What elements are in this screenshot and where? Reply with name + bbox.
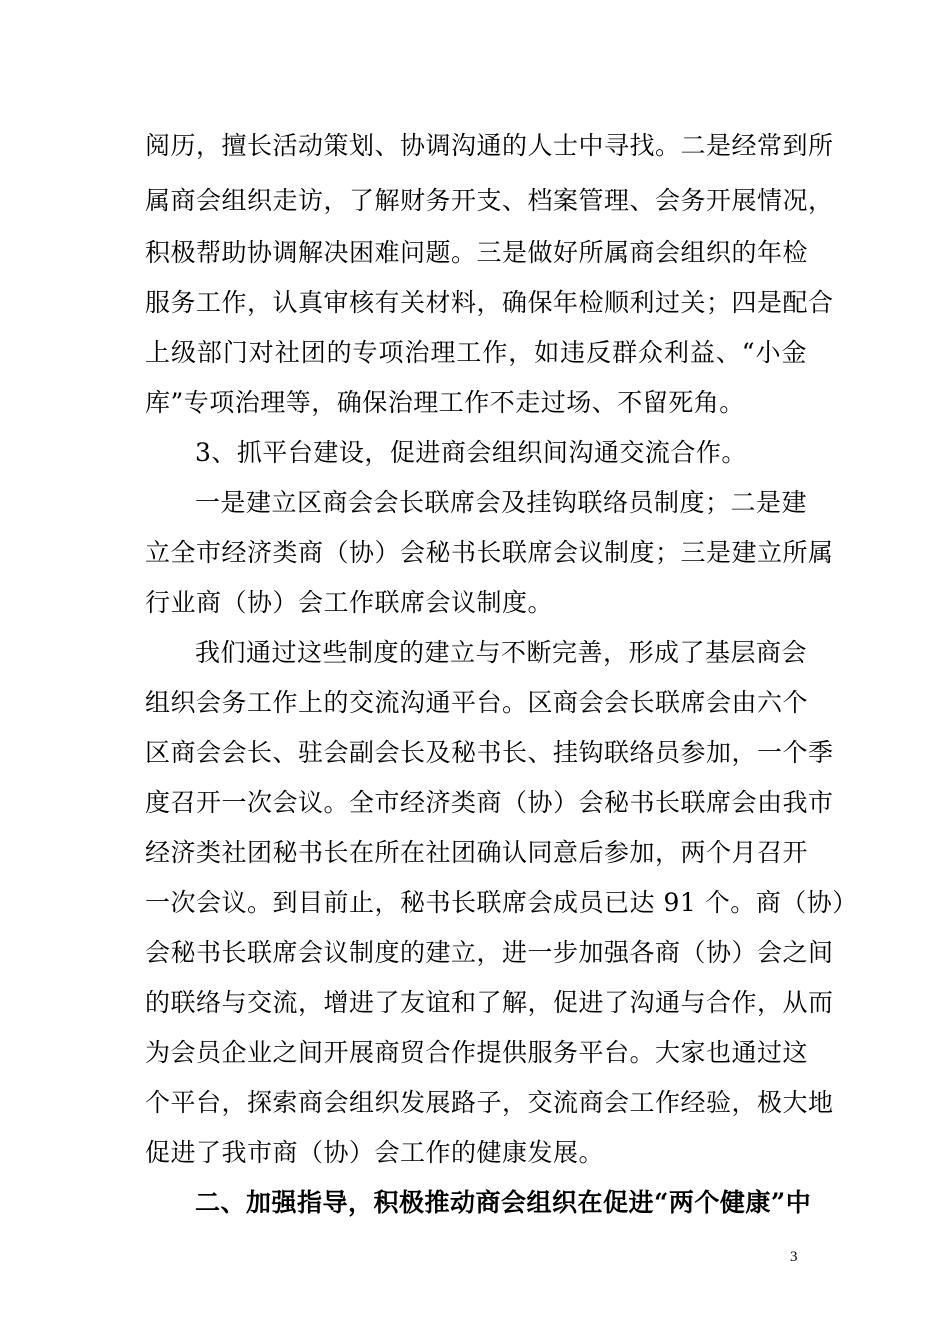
text-line: 库”专项治理等，确保治理工作不走过场、不留死角。	[145, 388, 745, 417]
text-line: 我们通过这些制度的建立与不断完善，形成了基层商会	[195, 638, 808, 667]
text-line: 经济类社团秘书长在所在社团确认同意后参加，两个月召开	[145, 838, 809, 867]
text-line: 度召开一次会议。全市经济类商（协）会秘书长联席会由我市	[145, 788, 834, 817]
text-line: 促进了我市商（协）会工作的健康发展。	[145, 1138, 605, 1167]
text-line: 属商会组织走访，了解财务开支、档案管理、会务开展情况，	[145, 186, 834, 215]
text-line: 的联络与交流，增进了友谊和了解，促进了沟通与合作，从而	[145, 988, 834, 1017]
text-line: 一是建立区商会会长联席会及挂钩联络员制度；二是建	[195, 488, 808, 517]
section-subheading: 3、抓平台建设，促进商会组织间沟通交流合作。	[195, 438, 747, 467]
text-line: 为会员企业之间开展商贸合作提供服务平台。大家也通过这	[145, 1038, 809, 1067]
text-line: 阅历，擅长活动策划、协调沟通的人士中寻找。二是经常到所	[145, 131, 834, 160]
text-line: 上级部门对社团的专项治理工作，如违反群众利益、“小金	[145, 338, 807, 367]
text-line: 个平台，探索商会组织发展路子，交流商会工作经验，极大地	[145, 1088, 834, 1117]
text-line: 区商会会长、驻会副会长及秘书长、挂钩联络员参加，一个季	[145, 738, 834, 767]
text-line: 立全市经济类商（协）会秘书长联席会议制度；三是建立所属	[145, 538, 834, 567]
text-line: 组织会务工作上的交流沟通平台。区商会会长联席会由六个	[145, 688, 809, 717]
text-line: 一次会议。到目前止，秘书长联席会成员已达 91 个。商（协）	[145, 888, 858, 917]
page-number: 3	[790, 1249, 798, 1265]
text-line: 积极帮助协调解决困难问题。三是做好所属商会组织的年检	[145, 238, 809, 267]
text-line: 行业商（协）会工作联席会议制度。	[145, 588, 554, 617]
section-heading: 二、加强指导，积极推动商会组织在促进“两个健康”中	[195, 1188, 812, 1217]
text-line: 服务工作，认真审核有关材料，确保年检顺利过关；四是配合	[145, 288, 834, 317]
text-line: 会秘书长联席会议制度的建立，进一步加强各商（协）会之间	[145, 938, 834, 967]
